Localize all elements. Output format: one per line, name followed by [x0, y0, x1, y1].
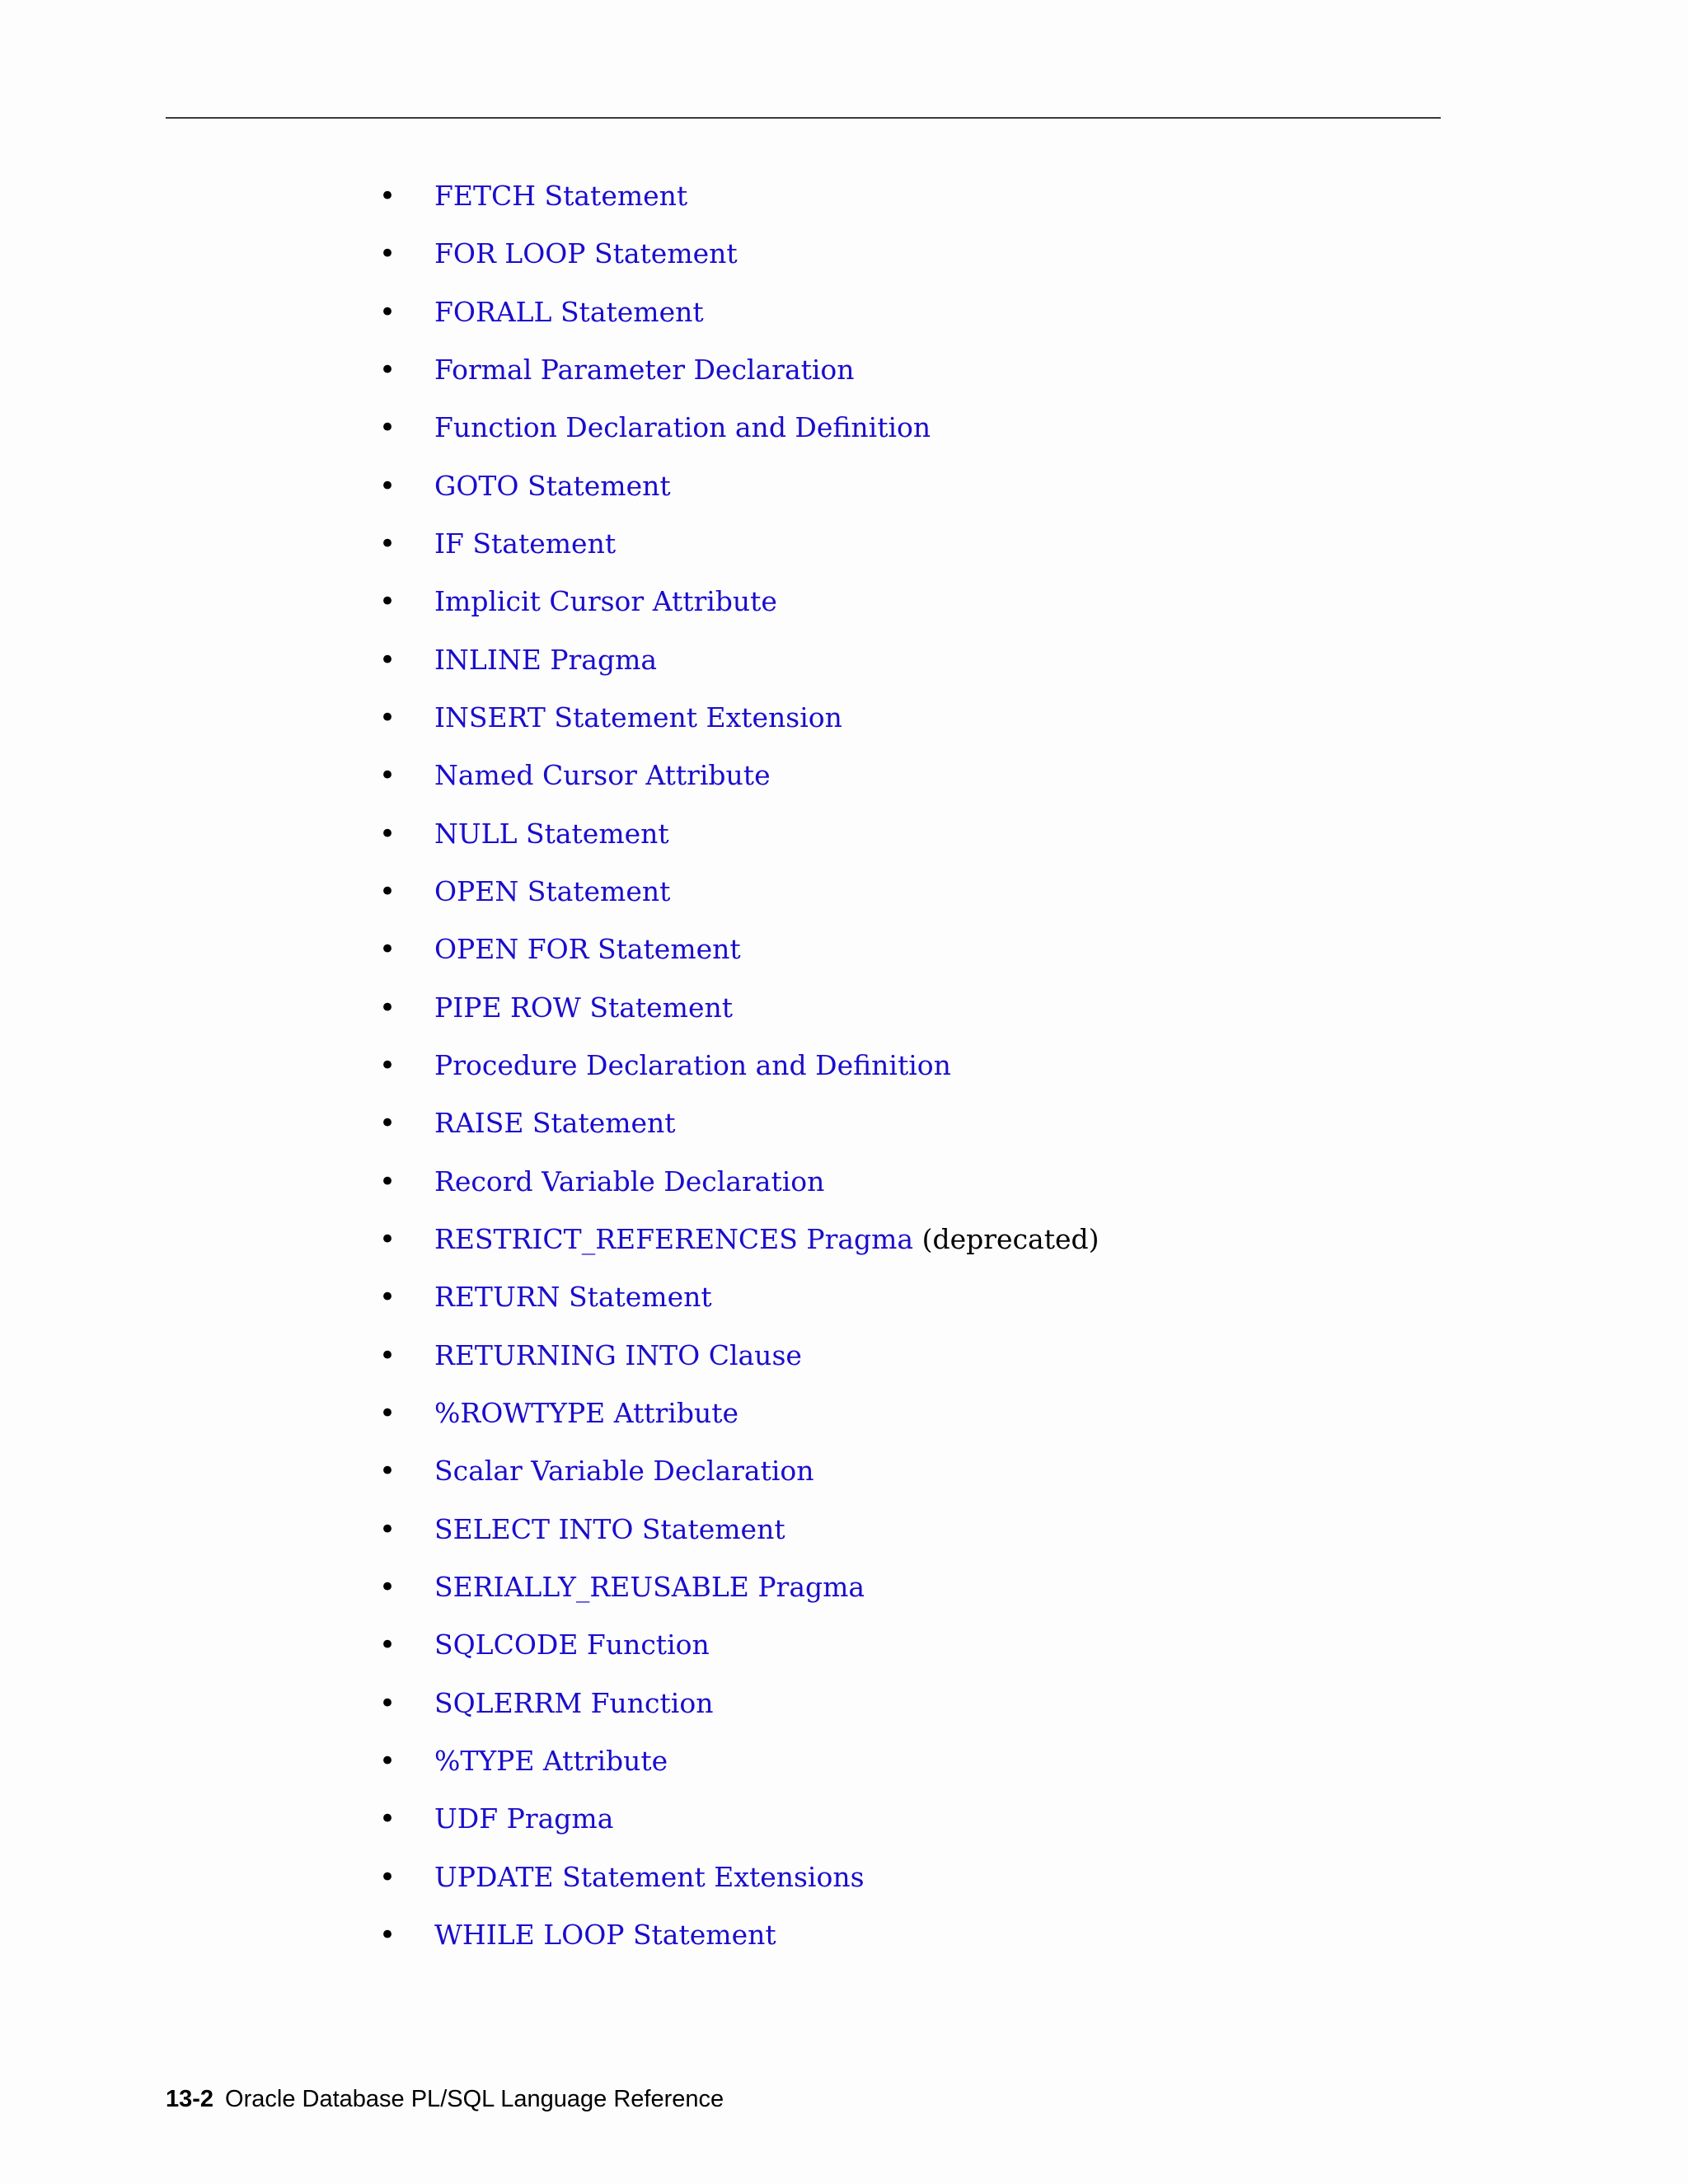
list-item-text [434, 983, 733, 1033]
bullet-icon: • [379, 991, 396, 1024]
list-item-text [434, 1272, 712, 1322]
bullet-icon: • [379, 1687, 396, 1720]
toc-link[interactable]: RAISE Statement [434, 1107, 676, 1139]
toc-link[interactable]: NULL Statement [434, 818, 669, 850]
list-item-text [434, 519, 616, 569]
list-item-text [434, 229, 738, 279]
toc-link[interactable]: RETURNING INTO Clause [434, 1339, 802, 1371]
bullet-icon: • [379, 818, 396, 851]
bullet-icon: • [379, 180, 396, 213]
bullet-icon: • [379, 1165, 396, 1198]
bullet-icon: • [379, 237, 396, 270]
bullet-icon: • [379, 296, 396, 329]
bullet-icon: • [379, 1049, 396, 1082]
bullet-icon: • [379, 527, 396, 560]
list-item-text [434, 403, 931, 452]
bullet-icon: • [379, 1397, 396, 1430]
list-item-text [434, 1794, 613, 1844]
list-item-text [434, 1505, 785, 1554]
toc-link[interactable]: SQLCODE Function [434, 1629, 710, 1661]
book-title: Oracle Database PL/SQL Language Reference [225, 2086, 724, 2112]
list-item-text [434, 1736, 668, 1786]
toc-link[interactable]: Procedure Declaration and Definition [434, 1049, 951, 1081]
bullet-icon: • [379, 1802, 396, 1835]
bullet-icon: • [379, 1571, 396, 1604]
list-item-text [434, 171, 687, 221]
bullet-icon: • [379, 1861, 396, 1894]
list-item-text [434, 693, 842, 743]
toc-link[interactable]: UPDATE Statement Extensions [434, 1861, 865, 1893]
bullet-icon: • [379, 1281, 396, 1314]
list-item-text [434, 1446, 814, 1496]
header-rule [166, 117, 1441, 119]
toc-link[interactable]: PIPE ROW Statement [434, 991, 734, 1024]
toc-link[interactable]: WHILE LOOP Statement [434, 1919, 776, 1951]
bullet-icon: • [379, 701, 396, 734]
list-item-text [434, 288, 704, 337]
list-item-text [434, 462, 671, 511]
bullet-icon: • [379, 1919, 396, 1952]
toc-link[interactable]: FETCH Statement [434, 180, 688, 212]
toc-link[interactable]: %TYPE Attribute [434, 1745, 668, 1777]
list-item-text [434, 1679, 713, 1728]
bullet-icon: • [379, 1629, 396, 1661]
bullet-icon: • [379, 1339, 396, 1372]
toc-link[interactable]: OPEN FOR Statement [434, 933, 741, 965]
bullet-icon: • [379, 470, 396, 503]
toc-link[interactable]: Formal Parameter Declaration [434, 354, 855, 386]
bullet-icon: • [379, 1455, 396, 1488]
bullet-icon: • [379, 1223, 396, 1256]
toc-link[interactable]: UDF Pragma [434, 1802, 614, 1835]
toc-link[interactable]: RETURN Statement [434, 1281, 712, 1313]
list-item-text [434, 1331, 802, 1380]
list-item-text [434, 345, 855, 395]
toc-link[interactable]: SELECT INTO Statement [434, 1513, 785, 1545]
list-item-text [434, 635, 657, 685]
toc-link[interactable]: Implicit Cursor Attribute [434, 585, 777, 617]
list-item-text [434, 1157, 824, 1207]
toc-link[interactable]: Record Variable Declaration [434, 1165, 825, 1197]
toc-link[interactable]: GOTO Statement [434, 470, 671, 502]
toc-link[interactable]: OPEN Statement [434, 875, 671, 907]
list-item-text [434, 1563, 865, 1612]
toc-link[interactable]: RESTRICT_REFERENCES Pragma [434, 1223, 914, 1255]
toc-link[interactable]: FOR LOOP Statement [434, 237, 738, 269]
toc-link[interactable]: Scalar Variable Declaration [434, 1455, 814, 1487]
list-item-text [434, 1853, 865, 1902]
page-number: 13-2 [166, 2086, 214, 2112]
bullet-icon: • [379, 875, 396, 908]
toc-link[interactable]: SQLERRM Function [434, 1687, 714, 1719]
bullet-icon: • [379, 585, 396, 618]
toc-link[interactable]: SERIALLY_REUSABLE Pragma [434, 1571, 865, 1603]
toc-link[interactable]: Function Declaration and Definition [434, 411, 931, 443]
list-item-text [434, 751, 771, 800]
bullet-icon: • [379, 1745, 396, 1778]
list-item-text [434, 867, 670, 916]
list-item-text [434, 809, 669, 859]
list-item-text [434, 1041, 951, 1090]
list-item-text [434, 1215, 1100, 1264]
list-item-text [434, 1620, 710, 1670]
toc-link[interactable]: %ROWTYPE Attribute [434, 1397, 739, 1429]
bullet-icon: • [379, 1513, 396, 1546]
bullet-icon: • [379, 933, 396, 966]
list-item-text [434, 1099, 676, 1148]
list-item-text [434, 1389, 738, 1438]
bullet-icon: • [379, 354, 396, 387]
bullet-icon: • [379, 1107, 396, 1140]
deprecation-note: (deprecated) [921, 1223, 1100, 1255]
bullet-icon: • [379, 411, 396, 444]
list-item-text [434, 577, 777, 626]
list-item-text [434, 925, 741, 974]
toc-link[interactable]: FORALL Statement [434, 296, 704, 328]
toc-link[interactable]: IF Statement [434, 527, 617, 560]
bullet-icon: • [379, 759, 396, 792]
toc-link[interactable]: INLINE Pragma [434, 644, 658, 676]
bullet-icon: • [379, 644, 396, 677]
toc-link[interactable]: Named Cursor Attribute [434, 759, 771, 791]
list-item-text [434, 1910, 776, 1960]
toc-link[interactable]: INSERT Statement Extension [434, 701, 842, 733]
page-footer [166, 2083, 724, 2116]
